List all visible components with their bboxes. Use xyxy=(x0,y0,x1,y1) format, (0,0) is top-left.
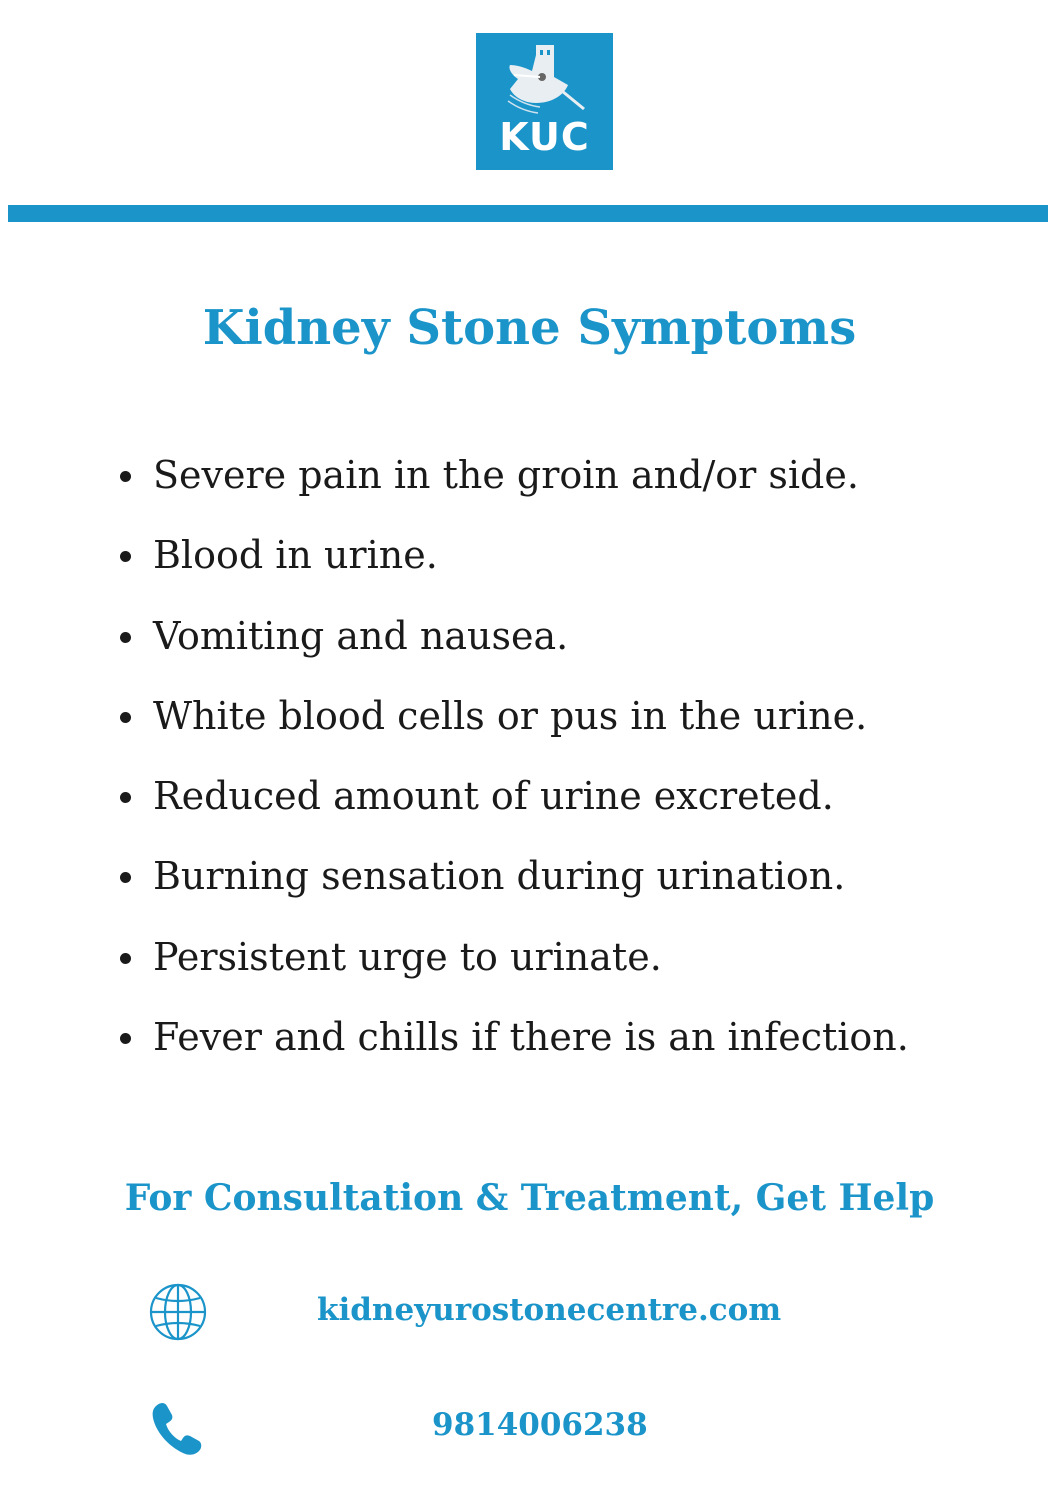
header-divider xyxy=(8,205,1048,222)
list-item: White blood cells or pus in the urine. xyxy=(110,689,909,769)
list-item: Blood in urine. xyxy=(110,528,909,608)
list-item: Vomiting and nausea. xyxy=(110,609,909,689)
consultation-heading: For Consultation & Treatment, Get Help xyxy=(124,1177,935,1219)
list-item: Fever and chills if there is an infection. xyxy=(110,1010,909,1090)
phone-number[interactable]: 9814006238 xyxy=(432,1407,648,1443)
list-item: Severe pain in the groin and/or side. xyxy=(110,448,909,528)
logo-text: KUC xyxy=(499,115,590,159)
phone-icon xyxy=(150,1400,206,1456)
list-item: Persistent urge to urinate. xyxy=(110,930,909,1010)
symptom-list xyxy=(110,448,909,1090)
list-item: Burning sensation during urination. xyxy=(110,849,909,929)
website-link[interactable]: kidneyurostonecentre.com xyxy=(317,1292,782,1328)
kuc-logo xyxy=(476,33,613,170)
list-item: Reduced amount of urine excreted. xyxy=(110,769,909,849)
globe-icon xyxy=(148,1282,208,1342)
page-title: Kidney Stone Symptoms xyxy=(202,300,857,356)
